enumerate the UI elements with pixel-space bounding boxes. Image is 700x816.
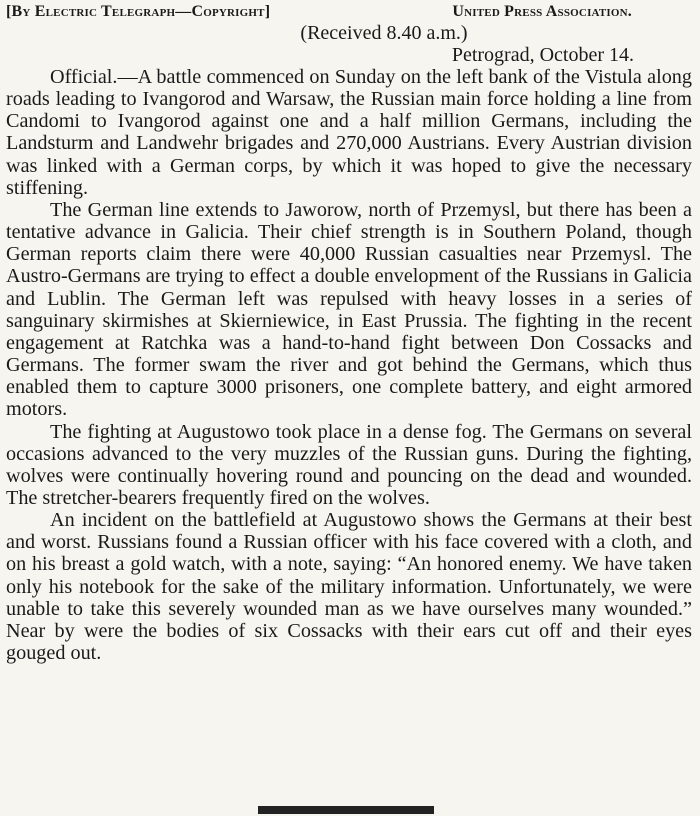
agency-credit: United Press Association. [452,3,632,20]
paragraph-augustowo-fog: The fighting at Augustowo took place in a dense fog. The Germans on several occasions advanced to the very muzzles of the Russian guns. During the fighting, wolves were continually hovering round and pouncing on the dead and wounded. The stretcher-bearers frequently fired on the wolves. [6,420,692,509]
received-time: (Received 8.40 a.m.) [300,22,468,44]
end-rule [258,806,434,814]
paragraph-augustowo-incident: An incident on the battlefield at Augustowo shows the Germans at their best and worst. Russians found a Russian officer with his face covered with a cloth, and on his breast a gold watch, with a note, saying: “An honored enemy. We have taken only his notebook for the sake of the military information. Unfortunately, we were unable to take this severely wounded man as we have ourselves many wounded.” Near by were the bodies of six Cossacks with their ears cut off and their eyes gouged out. [6,509,692,665]
article-header [6,2,692,22]
paragraph-official: Official.—A battle commenced on Sunday on the left bank of the Vistula along roads leading to Ivangorod and Warsaw, the Russian main force holding a line from Candomi to Ivangorod against one and a half million Germans, including the Landsturm and Landwehr brigades and 270,000 Austrians. Every Austrian division was linked with a German corps, by which it was hoped to give the necessary stiffening. [6,66,692,199]
paragraph-german-line: The German line extends to Jaworow, north of Przemysl, but there has been a tentative advance in Galicia. Their chief strength is in Southern Poland, though German reports claim there were 40,000 Russian casualties near Przemysl. The Austro-Germans are trying to effect a double envelopment of the Russians in Galicia and Lublin. The German left was repulsed with heavy losses in a series of sanguinary skirmishes at Skierniewice, in East Prussia. The fighting in the recent engagement at Ratchka was a hand-to-hand fight between Don Cossacks and Germans. The former swam the river and got behind the Germans, which thus enabled them to capture 3000 prisoners, one complete battery, and eight armored motors. [6,198,692,421]
dateline: Petrograd, October 14. [451,44,634,66]
copyright-notice: [By Electric Telegraph—Copyright] [6,3,271,20]
